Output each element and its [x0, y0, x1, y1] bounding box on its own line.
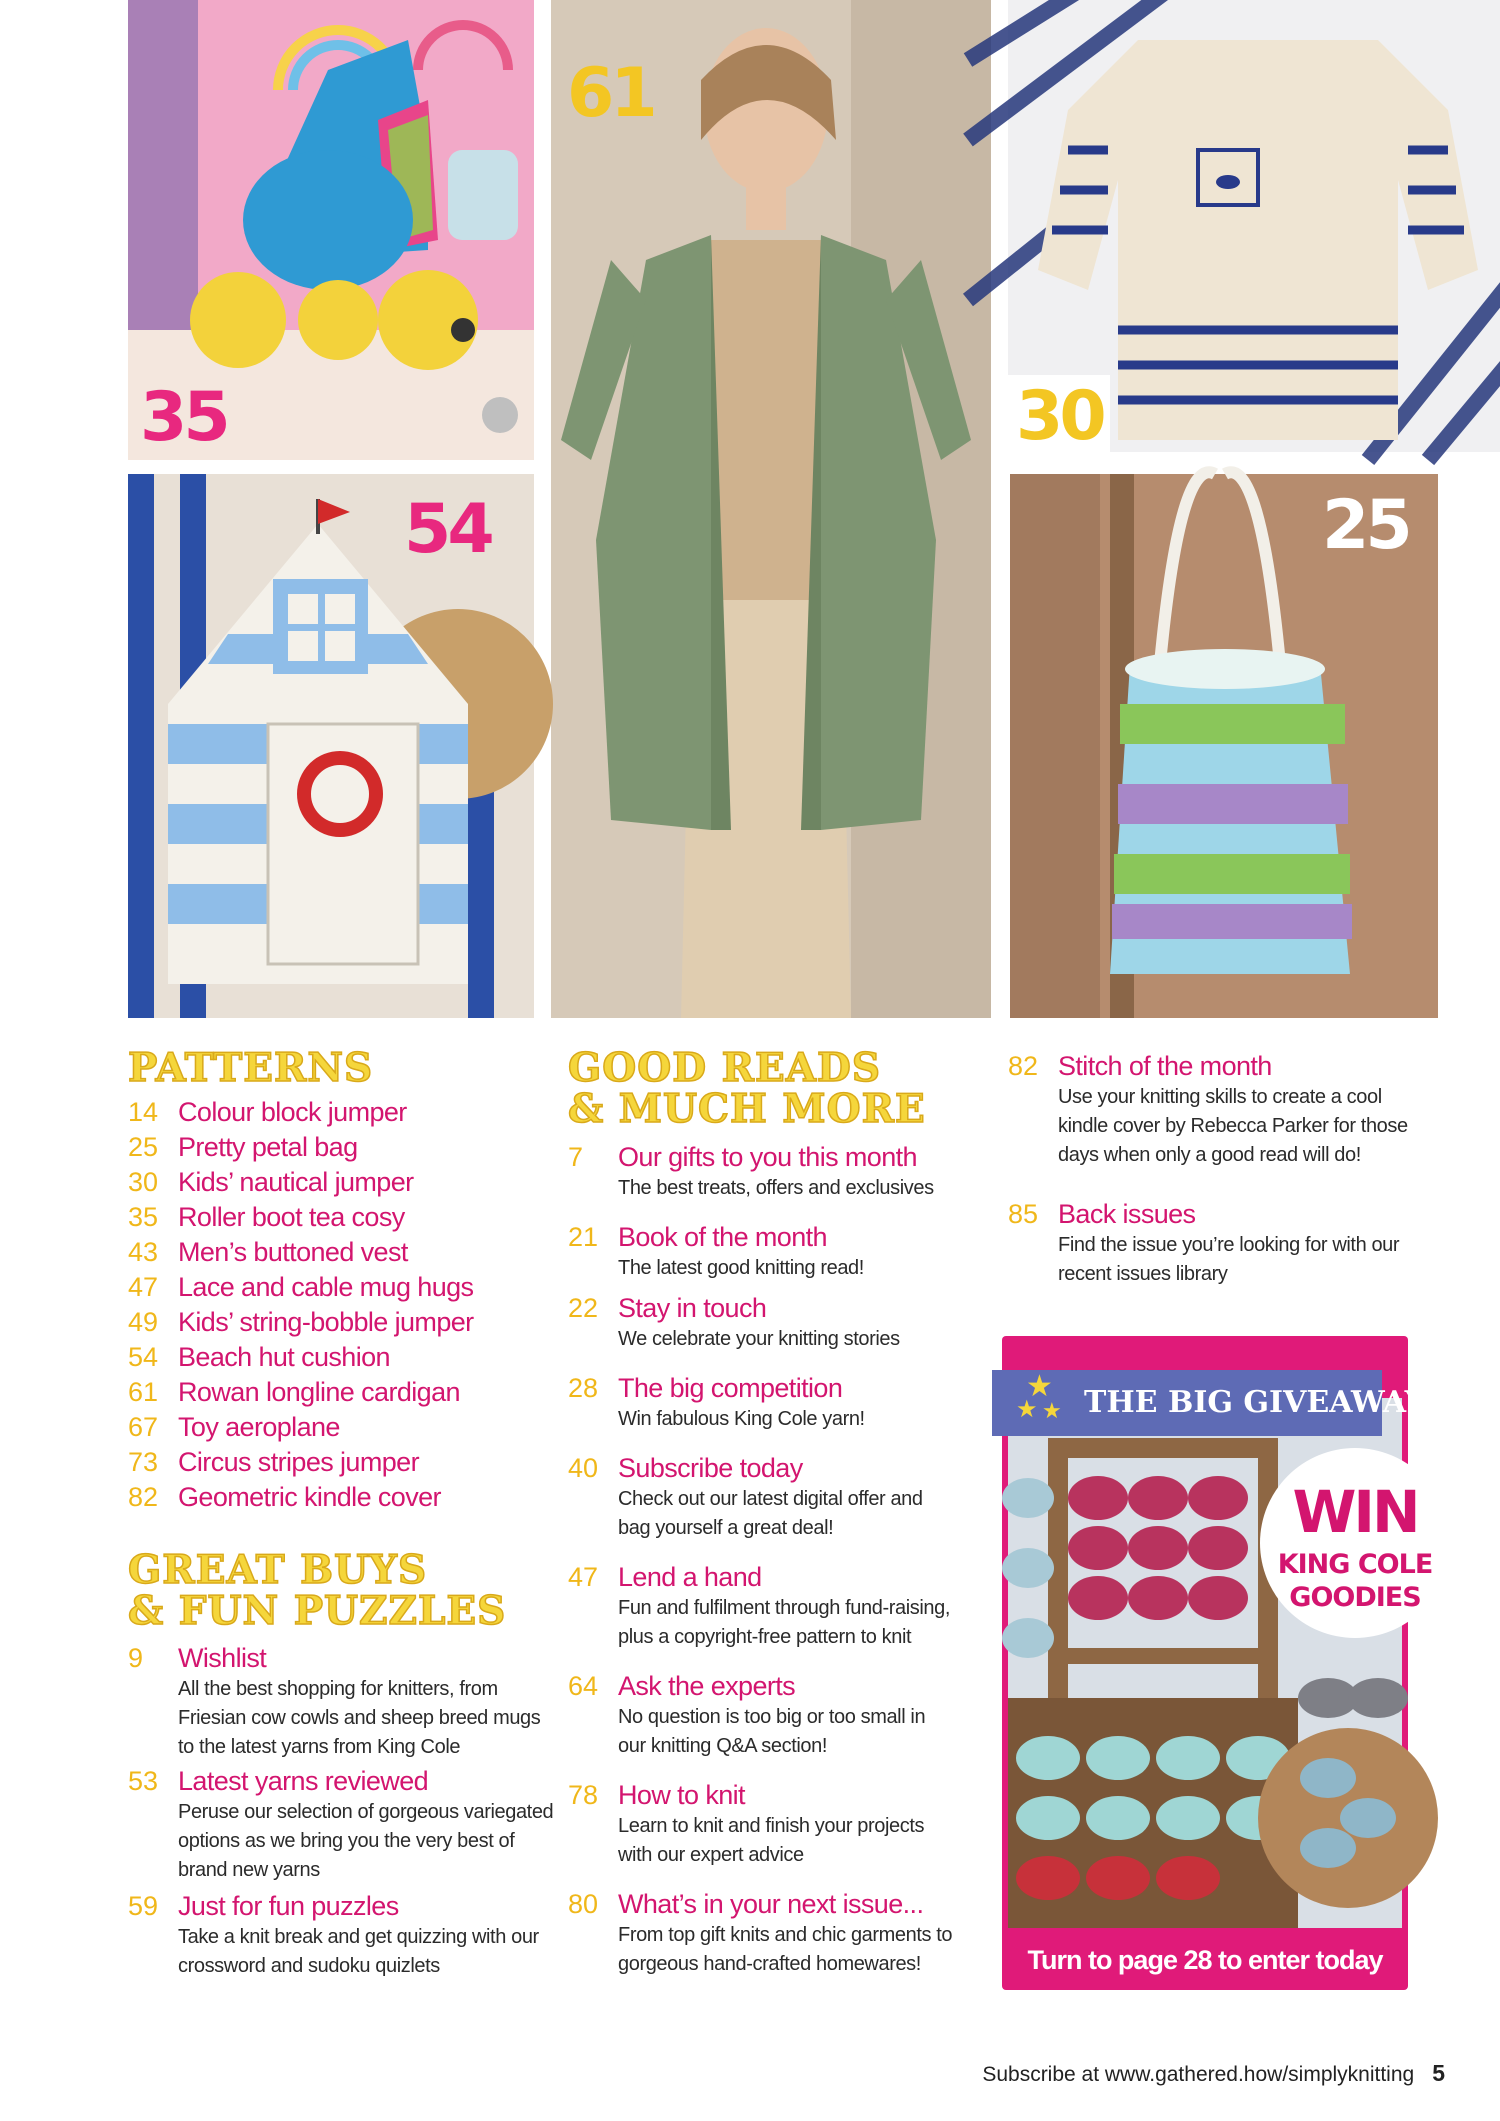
- list-item-title: What’s in your next issue...: [618, 1889, 924, 1919]
- list-item[interactable]: [128, 1270, 474, 1305]
- list-item[interactable]: [128, 1235, 474, 1270]
- list-item[interactable]: [568, 1778, 958, 1870]
- great-buys-heading-line2: & FUN PUZZLES: [128, 1588, 507, 1634]
- list-item-title: Lace and cable mug hugs: [178, 1272, 474, 1302]
- list-item-description: The latest good knitting read!: [618, 1257, 864, 1279]
- good-reads-heading: [568, 1045, 926, 1132]
- list-item-description: Find the issue you’re looking for with our recent issues library: [1058, 1234, 1400, 1285]
- list-item[interactable]: [128, 1340, 474, 1375]
- list-item-page: 67: [128, 1412, 159, 1442]
- list-item[interactable]: [568, 1451, 958, 1543]
- bag-page-number: 25: [1322, 486, 1409, 565]
- list-item-title: Geometric kindle cover: [178, 1482, 441, 1512]
- win-badge: [1260, 1448, 1450, 1638]
- win-label: WIN: [1292, 1478, 1418, 1546]
- list-item-page: 54: [128, 1342, 159, 1372]
- giveaway-box[interactable]: [1002, 1336, 1433, 1990]
- list-item-page: 61: [128, 1377, 159, 1407]
- great-buys-list: [128, 1641, 558, 1981]
- list-item-description: Check out our latest digital offer and bag yourself a great deal!: [618, 1488, 923, 1539]
- list-item-title: Roller boot tea cosy: [178, 1202, 405, 1232]
- star-icon: ★: [1042, 1398, 1062, 1423]
- list-item-title: Colour block jumper: [178, 1097, 407, 1127]
- list-item-description: We celebrate your knitting stories: [618, 1328, 900, 1350]
- list-item[interactable]: [128, 1641, 558, 1762]
- list-item-page: 85: [1008, 1199, 1039, 1229]
- tea-cosy-page-number: 35: [140, 378, 227, 457]
- list-item[interactable]: [128, 1375, 474, 1410]
- list-item-title: Stay in touch: [618, 1293, 767, 1323]
- list-item[interactable]: [1008, 1049, 1428, 1170]
- cushion-page-number: 54: [404, 490, 491, 569]
- list-item-title: Wishlist: [178, 1643, 267, 1673]
- list-item[interactable]: [568, 1140, 958, 1203]
- list-item[interactable]: [128, 1165, 474, 1200]
- list-item-description: From top gift knits and chic garments to gorgeous hand-crafted homewares!: [618, 1924, 953, 1975]
- list-item[interactable]: [568, 1371, 958, 1434]
- list-item-title: Circus stripes jumper: [178, 1447, 419, 1477]
- list-item[interactable]: [128, 1200, 474, 1235]
- list-item[interactable]: [128, 1480, 474, 1515]
- list-item[interactable]: [128, 1095, 474, 1130]
- list-item[interactable]: [128, 1764, 558, 1885]
- good-reads-list: [568, 1140, 958, 1979]
- list-item-title: Lend a hand: [618, 1562, 762, 1592]
- list-item-page: 28: [568, 1373, 599, 1403]
- prize-line2: GOODIES: [1289, 1582, 1421, 1613]
- giveaway-banner: THE BIG GIVEAWAY: [992, 1370, 1382, 1436]
- list-item-page: 14: [128, 1097, 159, 1127]
- patterns-heading: PATTERNS: [128, 1045, 374, 1091]
- list-item[interactable]: [568, 1669, 958, 1761]
- list-item-page: 59: [128, 1891, 159, 1921]
- list-item-page: 35: [128, 1202, 159, 1232]
- list-item-title: Our gifts to you this month: [618, 1142, 917, 1172]
- list-item-page: 25: [128, 1132, 159, 1162]
- list-item[interactable]: [128, 1410, 474, 1445]
- star-icon: ★: [1026, 1370, 1053, 1403]
- bag-photo: [1010, 474, 1438, 1018]
- list-item[interactable]: [1008, 1197, 1428, 1289]
- list-item-title: Kids’ nautical jumper: [178, 1167, 414, 1197]
- list-item-title: Stitch of the month: [1058, 1051, 1272, 1081]
- giveaway-cta[interactable]: Turn to page 28 to enter today: [1027, 1945, 1383, 1975]
- list-item-page: 22: [568, 1293, 599, 1323]
- jumper-page-number: 30: [1016, 377, 1103, 456]
- list-item-title: Pretty petal bag: [178, 1132, 358, 1162]
- list-item[interactable]: [568, 1291, 958, 1354]
- list-item-title: Beach hut cushion: [178, 1342, 390, 1372]
- cardigan-illustration: [551, 0, 991, 1018]
- list-item[interactable]: [128, 1130, 474, 1165]
- list-item-page: 7: [568, 1142, 584, 1172]
- list-item-title: Toy aeroplane: [178, 1412, 340, 1442]
- right-column-list: [1008, 1049, 1428, 1289]
- list-item-page: 21: [568, 1222, 599, 1252]
- list-item[interactable]: [128, 1305, 474, 1340]
- list-item-description: Learn to knit and finish your projects with our expert advice: [618, 1815, 925, 1866]
- list-item-page: 53: [128, 1766, 159, 1796]
- list-item-page: 30: [128, 1167, 159, 1197]
- page-number: 5: [1432, 2060, 1445, 2086]
- jumper-photo: [1008, 0, 1500, 456]
- list-item-title: The big competition: [618, 1373, 843, 1403]
- list-item-title: Men’s buttoned vest: [178, 1237, 408, 1267]
- list-item-page: 40: [568, 1453, 599, 1483]
- list-item-description: Take a knit break and get quizzing with our crossword and sudoku quizlets: [178, 1926, 539, 1977]
- list-item-title: Latest yarns reviewed: [178, 1766, 429, 1796]
- list-item-title: Ask the experts: [618, 1671, 796, 1701]
- good-reads-heading-line1: GOOD READS: [568, 1045, 882, 1091]
- list-item-page: 64: [568, 1671, 599, 1701]
- cardigan-page-number: 61: [567, 54, 654, 133]
- list-item-description: Peruse our selection of gorgeous variegated options as we bring you the very best of brand new yarns: [178, 1801, 554, 1881]
- list-item[interactable]: [128, 1889, 558, 1981]
- list-item-title: Rowan longline cardigan: [178, 1377, 460, 1407]
- list-item-description: No question is too big or too small in our knitting Q&A section!: [618, 1706, 926, 1757]
- list-item-page: 78: [568, 1780, 599, 1810]
- list-item-description: The best treats, offers and exclusives: [618, 1177, 934, 1199]
- list-item-title: Back issues: [1058, 1199, 1196, 1229]
- prize-line1: KING COLE: [1277, 1549, 1433, 1580]
- list-item[interactable]: [568, 1887, 958, 1979]
- footer: [700, 2060, 1445, 2087]
- list-item-page: 82: [128, 1482, 159, 1512]
- patterns-list: [128, 1095, 474, 1515]
- list-item[interactable]: [568, 1560, 958, 1652]
- great-buys-heading: [128, 1547, 507, 1634]
- list-item-title: How to knit: [618, 1780, 745, 1810]
- prize-label: [1260, 1548, 1450, 1614]
- cardigan-photo: [551, 0, 991, 1018]
- list-item-page: 80: [568, 1889, 599, 1919]
- list-item-page: 47: [568, 1562, 599, 1592]
- list-item-title: Book of the month: [618, 1222, 827, 1252]
- subscribe-link[interactable]: Subscribe at www.gathered.how/simplyknitting: [982, 2063, 1415, 2086]
- list-item-title: Subscribe today: [618, 1453, 803, 1483]
- list-item-page: 47: [128, 1272, 159, 1302]
- list-item-description: Win fabulous King Cole yarn!: [618, 1408, 865, 1430]
- list-item-description: All the best shopping for knitters, from Friesian cow cowls and sheep breed mugs to the latest yarns from King Cole: [178, 1678, 541, 1758]
- list-item[interactable]: [568, 1220, 958, 1283]
- list-item-page: 49: [128, 1307, 159, 1337]
- list-item[interactable]: [128, 1445, 474, 1480]
- great-buys-heading-line1: GREAT BUYS: [128, 1547, 428, 1593]
- list-item-page: 9: [128, 1643, 144, 1673]
- list-item-title: Just for fun puzzles: [178, 1891, 399, 1921]
- list-item-title: Kids’ string-bobble jumper: [178, 1307, 474, 1337]
- list-item-description: Use your knitting skills to create a cool kindle cover by Rebecca Parker for those days when only a good read will do!: [1058, 1086, 1408, 1166]
- list-item-page: 43: [128, 1237, 159, 1267]
- good-reads-heading-line2: & MUCH MORE: [568, 1086, 926, 1132]
- list-item-page: 73: [128, 1447, 159, 1477]
- list-item-page: 82: [1008, 1051, 1039, 1081]
- star-icon: ★: [1016, 1396, 1038, 1423]
- list-item-description: Fun and fulfilment through fund-raising, plus a copyright-free pattern to knit: [618, 1597, 950, 1648]
